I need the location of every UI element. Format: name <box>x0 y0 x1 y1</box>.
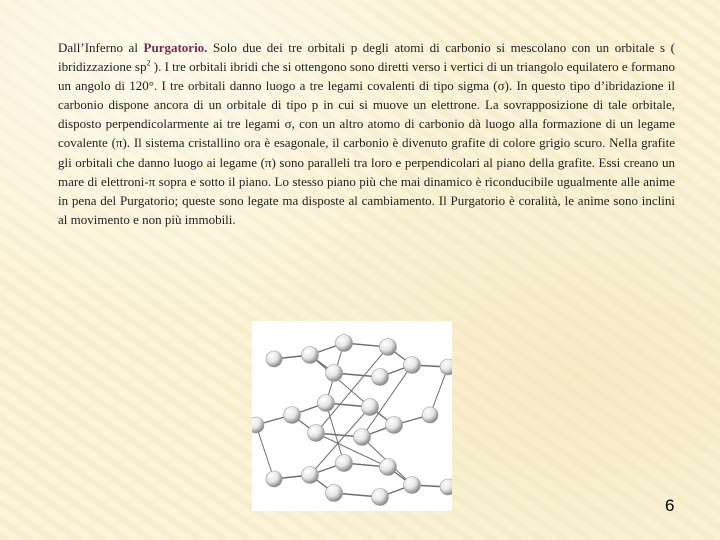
bond-line <box>256 425 274 479</box>
paragraph-part1: Solo due dei tre orbitali p degli atomi di carbonio si mescolano con un orbitale s ( ibridizzazione sp <box>58 40 675 75</box>
carbon-atoms <box>252 335 452 506</box>
graphite-structure-figure <box>252 321 452 511</box>
carbon-atom <box>362 399 379 416</box>
paragraph-highlight: Purgatorio. <box>143 40 208 55</box>
carbon-atom <box>372 489 389 506</box>
main-paragraph <box>58 38 675 229</box>
carbon-atom <box>422 407 438 423</box>
carbon-atom <box>266 471 282 487</box>
carbon-atom <box>302 347 319 364</box>
paragraph-prefix: Dall’Inferno al <box>58 40 144 55</box>
carbon-atom <box>380 459 397 476</box>
paragraph-superscript: 2 <box>146 58 151 68</box>
paragraph-part2: ). I tre orbitali ibridi che si ottengono sono diretti verso i vertici di un triangolo equilatero e formano un angolo di 120°. I tre orbitali danno luogo a tre legami covalenti di tipo sigma (σ). In questo tipo d’ibridazione il carbonio dispone ancora di un orbitale di tipo p in cui si muove un elettrone. La sovrapposizione di tale orbitale, disposto perpendicolarmente ai tre legami σ, con un altro atomo di carbonio dà luogo alla formazione di un legame covalente (π). Il sistema cristallino ora è esagonale, il carbonio è divenuto grafite di colore grigio scuro. Nella grafite gli orbitali che danno luogo ai legame (π) sono paralleli tra loro e perpendicolari al piano della grafite. Essi creano un mare di elettroni-π sopra e sotto il piano. Lo stesso piano più che mai dinamico è riconducibile ugualmente alle anime in pena del Purgatorio; queste sono legate ma disposte al cambiamento. Il Purgatorio è coralità, le anime sono inclini al movimento e non più immobili. <box>58 59 676 227</box>
carbon-atom <box>284 407 301 424</box>
page-number: 6 <box>665 496 675 515</box>
carbon-atom <box>308 425 325 442</box>
carbon-atom <box>440 359 452 375</box>
carbon-atom <box>440 479 452 495</box>
carbon-atom <box>326 365 343 382</box>
carbon-atom <box>336 335 353 352</box>
carbon-atom <box>380 339 397 356</box>
carbon-atom <box>386 417 403 434</box>
carbon-atom <box>266 351 282 367</box>
carbon-atom <box>372 369 389 386</box>
carbon-atom <box>404 477 421 494</box>
carbon-atom <box>302 467 319 484</box>
graphite-lattice-illustration <box>252 321 452 511</box>
carbon-atom <box>326 485 343 502</box>
carbon-atom <box>404 357 421 374</box>
carbon-atom <box>336 455 353 472</box>
carbon-atom <box>354 429 371 446</box>
carbon-atom <box>318 395 335 412</box>
carbon-atom <box>252 417 264 433</box>
bond-line <box>316 347 388 433</box>
